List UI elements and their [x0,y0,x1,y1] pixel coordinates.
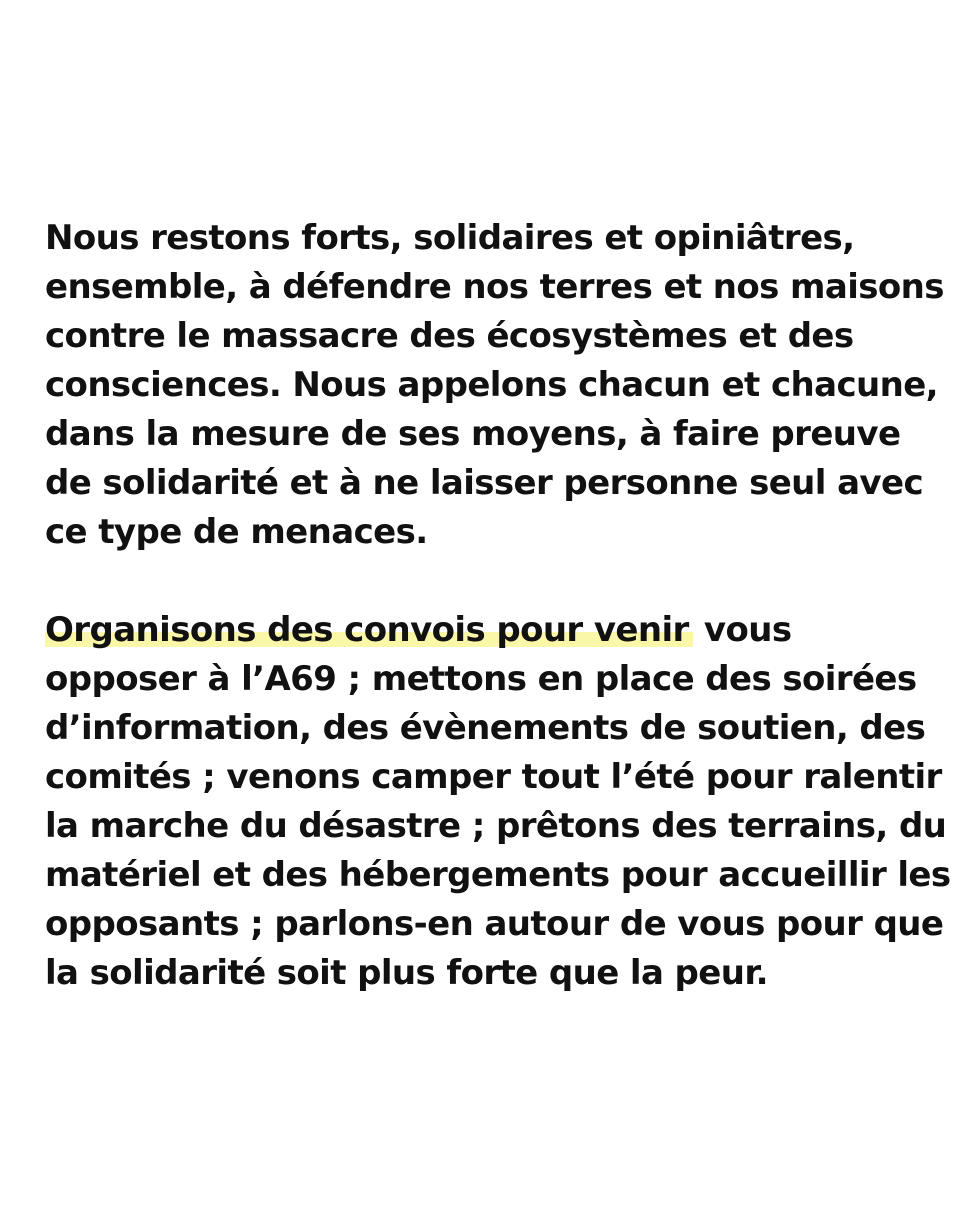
paragraph-spacer [45,557,960,606]
text-fragment: vous [692,610,792,650]
text-line: comités ; venons camper tout l’été pour ralentir [45,757,942,797]
text-line: contre le massacre des écosystèmes et des [45,316,854,356]
text-line: matériel et des hébergements pour accueillir les [45,855,951,895]
highlighted-phrase: Organisons des convois pour venir [45,610,693,650]
text-content [45,214,960,998]
text-line: Nous restons forts, solidaires et opiniâtres, [45,218,855,258]
text-line: ce type de menaces. [45,512,428,552]
text-line: opposer à l’A69 ; mettons en place des soirées [45,659,917,699]
text-line: la solidarité soit plus forte que la peur. [45,953,768,993]
text-line: ensemble, à défendre nos terres et nos maisons [45,267,944,307]
text-line: consciences. Nous appelons chacun et chacune, [45,365,938,405]
text-line-first [45,606,960,655]
text-line: opposants ; parlons-en autour de vous pour que [45,904,944,944]
text-line: dans la mesure de ses moyens, à faire preuve [45,414,901,454]
paragraph-call-to-action [45,606,960,998]
paragraph-solidarity [45,214,960,557]
text-line: de solidarité et à ne laisser personne seul avec [45,463,923,503]
text-line: la marche du désastre ; prêtons des terrains, du [45,806,947,846]
text-line: d’information, des évènements de soutien, des [45,708,926,748]
